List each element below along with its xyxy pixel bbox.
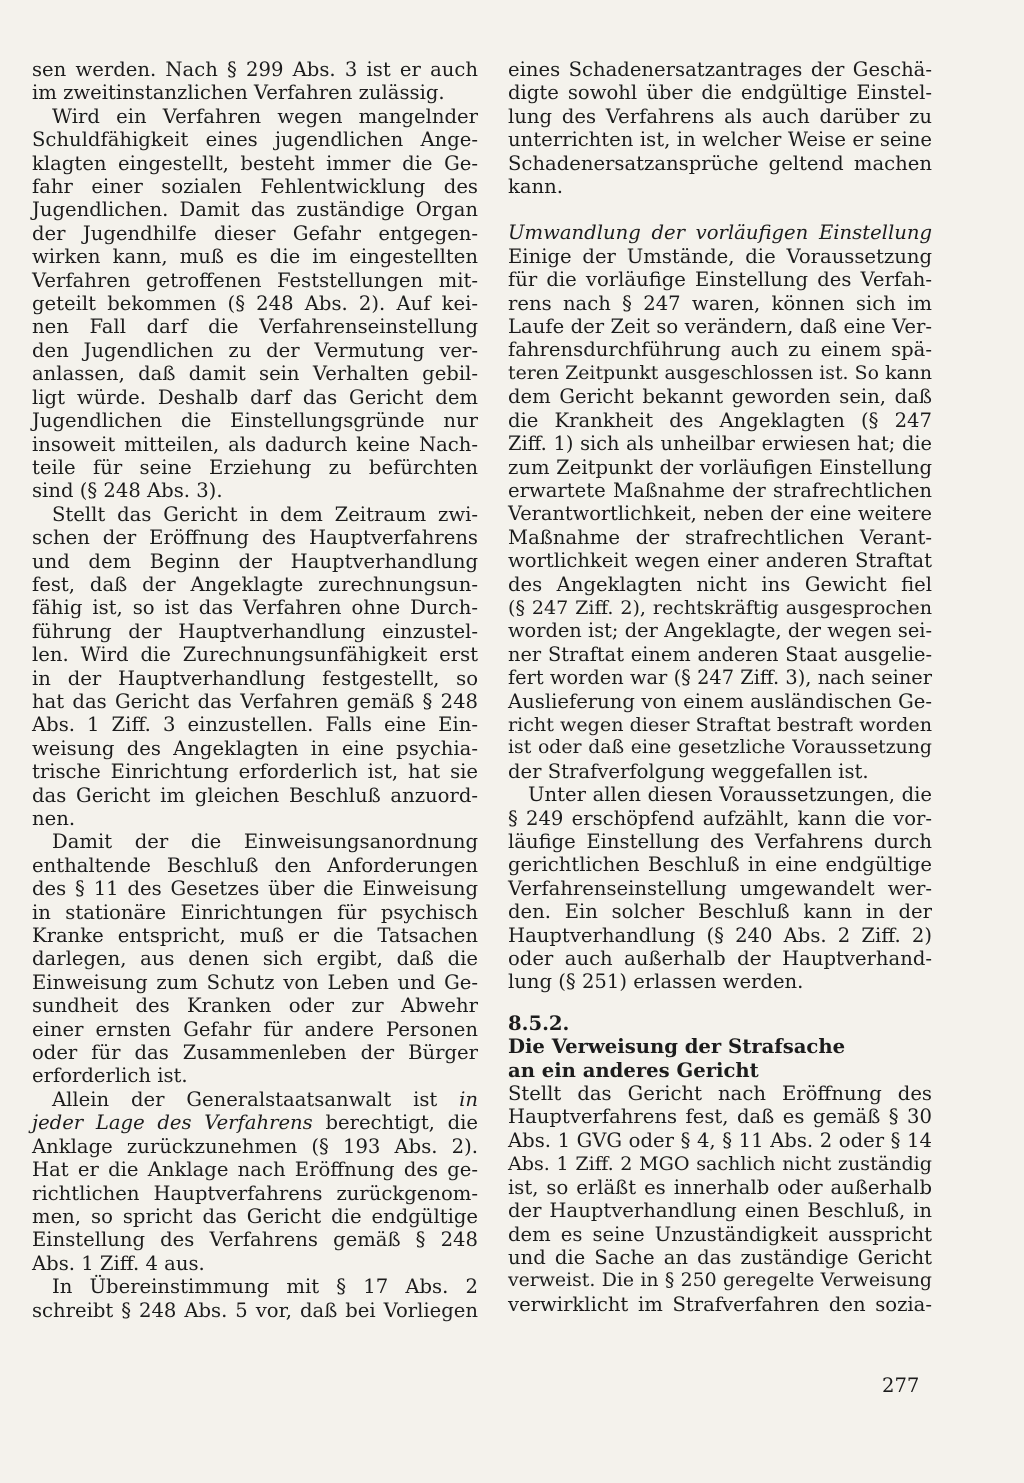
text-line: den. Ein solcher Beschluß kann in der <box>508 900 932 924</box>
text-line: Einstellung des Verfahrens gemäß § 248 <box>32 1228 478 1252</box>
text-line: Abs. 1 Ziff. 4 aus. <box>32 1251 205 1275</box>
text-line: in stationäre Einrichtungen für psychisch <box>32 900 478 924</box>
text-line: fähig ist, so ist das Verfahren ohne Durch- <box>32 596 478 620</box>
text-line: richtlichen Hauptverfahrens zurückgenom- <box>32 1181 478 1205</box>
section-subheading: Umwandlung der vorläufigen Einstellung <box>508 221 932 245</box>
text-line: der Jugendhilfe dieser Gefahr entgegen- <box>32 221 478 245</box>
italic-text: jeder Lage des Verfahrens <box>32 1111 313 1135</box>
text-line: (§ 247 Ziff. 2), rechtskräftig ausgesprochen <box>508 595 932 619</box>
text-line: ist oder daß eine gesetzliche Voraussetzung <box>508 737 932 759</box>
text-line: Verfahren getroffenen Feststellungen mit- <box>32 268 478 292</box>
text-line: ligt würde. Deshalb darf das Gericht dem <box>32 385 478 409</box>
text-line: fahrensdurchführung auch zu einem spä- <box>508 338 932 362</box>
text-line: sen werden. Nach § 299 Abs. 3 ist er auch <box>32 58 478 81</box>
text-line: geteilt bekommen (§ 248 Abs. 2). Auf kei- <box>32 292 478 316</box>
text-line: Schuldfähigkeit eines jugendlichen Ange- <box>32 128 478 152</box>
text-line: enthaltende Beschluß den Anforderungen <box>32 853 478 877</box>
text-line: hat das Gericht das Verfahren gemäß § 248 <box>32 689 478 713</box>
text-line: len. Wird die Zurechnungsunfähigkeit erst <box>32 643 478 667</box>
text-line: das Gericht im gleichen Beschluß anzuord- <box>32 783 478 807</box>
text-line: wortlichkeit wegen einer anderen Straftat <box>508 549 932 573</box>
text-line: fest, daß der Angeklagte zurechnungsun- <box>32 572 478 596</box>
text-line: Einige der Umstände, die Voraussetzung <box>508 244 932 268</box>
right-column <box>508 58 932 1316</box>
text-line: fert worden war (§ 247 Ziff. 3), nach seiner <box>508 666 932 690</box>
text-line: men, so spricht das Gericht die endgültige <box>32 1204 478 1228</box>
text-line: klagten eingestellt, besteht immer die Ge- <box>32 151 478 175</box>
text-line: erforderlich ist. <box>32 1064 188 1088</box>
text-line: Jugendlichen. Damit das zuständige Organ <box>32 198 478 222</box>
text-line: des § 11 des Gesetzes über die Einweisung <box>32 877 478 901</box>
text-line: oder auch außerhalb der Hauptverhand- <box>508 947 932 971</box>
text-line: den Jugendlichen zu der Vermutung ver- <box>32 338 478 362</box>
text-line: gerichtlichen Beschluß in eine endgültige <box>508 853 932 877</box>
text-line: Verantwortlichkeit, neben der eine weitere <box>508 502 932 526</box>
text-line: Wird ein Verfahren wegen mangelnder <box>52 104 478 128</box>
text-line: sundheit des Kranken oder zur Abwehr <box>32 994 478 1018</box>
text-line: sind (§ 248 Abs. 3). <box>32 479 223 503</box>
text-line: Hauptverhandlung (§ 240 Abs. 2 Ziff. 2) <box>508 923 932 947</box>
text-line: und die Sache an das zuständige Gericht <box>508 1245 932 1269</box>
text-segment: Allein der Generalstaatsanwalt ist <box>52 1087 438 1111</box>
italic-text: in <box>459 1087 478 1111</box>
text-line: verwirklicht im Strafverfahren den sozia- <box>508 1292 932 1316</box>
text-line: führung der Hauptverhandlung einzustel- <box>32 619 478 643</box>
text-line: fahr einer sozialen Fehlentwicklung des <box>32 175 478 199</box>
text-line: schreibt § 248 Abs. 5 vor, daß bei Vorliegen <box>32 1298 478 1322</box>
text-segment: berechtigt, die <box>325 1111 478 1135</box>
text-line: darlegen, aus denen sich ergibt, daß die <box>32 947 478 971</box>
text-line: kann. <box>508 175 564 199</box>
text-line: dem Gericht bekannt geworden sein, daß <box>508 385 932 409</box>
text-line: oder für das Zusammenleben der Bürger <box>32 1041 478 1065</box>
text-line: ist, so erläßt es innerhalb oder außerhalb <box>508 1175 932 1199</box>
text-line: die Krankheit des Angeklagten (§ 247 <box>508 408 932 432</box>
text-line: Abs. 1 Ziff. 3 einzustellen. Falls eine Ein- <box>32 713 478 737</box>
page-number: 277 <box>882 1374 920 1397</box>
text-line: Kranke entspricht, muß er die Tatsachen <box>32 924 478 948</box>
text-line <box>32 1088 478 1111</box>
text-line: anlassen, daß damit sein Verhalten gebil- <box>32 362 478 386</box>
text-line: zum Zeitpunkt der vorläufigen Einstellung <box>508 455 932 479</box>
text-line: lung (§ 251) erlassen werden. <box>508 970 804 994</box>
section-heading: Die Verweisung der Strafsache <box>508 1035 846 1059</box>
text-line: des Angeklagten nicht ins Gewicht fiel <box>508 572 932 596</box>
text-line: Stellt das Gericht in dem Zeitraum zwi- <box>52 502 478 526</box>
text-line: Einweisung zum Schutz von Leben und Ge- <box>32 970 478 994</box>
text-line: einer ernsten Gefahr für andere Personen <box>32 1017 478 1041</box>
text-line: Hat er die Anklage nach Eröffnung des ge- <box>32 1158 478 1182</box>
text-line: rens nach § 247 waren, können sich im <box>508 291 932 315</box>
text-line: In Übereinstimmung mit § 17 Abs. 2 <box>52 1275 478 1299</box>
text-line: Auslieferung von einem ausländischen Ge- <box>508 689 932 713</box>
section-number: 8.5.2. <box>508 1011 570 1035</box>
spacer <box>508 994 932 1012</box>
text-line: lung des Verfahrens als auch darüber zu <box>508 104 932 128</box>
text-line: Hauptverfahrens fest, daß es gemäß § 30 <box>508 1105 932 1129</box>
text-line: wirken kann, muß es die im eingestellten <box>32 245 478 269</box>
text-line: Verfahrenseinstellung umgewandelt wer- <box>508 876 932 900</box>
text-line: Schadenersatzansprüche geltend machen <box>508 151 932 175</box>
text-line: schen der Eröffnung des Hauptverfahrens <box>32 526 478 550</box>
text-line: Abs. 1 Ziff. 2 MGO sachlich nicht zuständig <box>508 1152 932 1176</box>
text-line: Jugendlichen die Einstellungsgründe nur <box>32 409 478 433</box>
text-line: Ziff. 1) sich als unheilbar erwiesen hat; die <box>508 432 932 456</box>
text-line: teren Zeitpunkt ausgeschlossen ist. So kann <box>508 362 932 384</box>
text-line: unterrichten ist, in welcher Weise er seine <box>508 128 932 152</box>
text-line: verweist. Die in § 250 geregelte Verweisung <box>508 1270 932 1292</box>
text-line: § 249 erschöpfend aufzählt, kann die vor- <box>508 806 932 830</box>
left-column <box>32 58 478 1322</box>
text-line: teile für seine Erziehung zu befürchten <box>32 455 478 479</box>
text-line: für die vorläufige Einstellung des Verfah- <box>508 268 932 292</box>
text-line: dem es seine Unzuständigkeit ausspricht <box>508 1222 932 1246</box>
text-line: insoweit mitteilen, als dadurch keine Nach- <box>32 432 478 456</box>
text-line: Damit der die Einweisungsanordnung <box>52 830 478 854</box>
text-line: eines Schadenersatzantrages der Geschä- <box>508 58 932 81</box>
text-line: läufige Einstellung des Verfahrens durch <box>508 830 932 853</box>
text-line: im zweitinstanzlichen Verfahren zulässig. <box>32 81 445 105</box>
text-line: Unter allen diesen Voraussetzungen, die <box>528 783 932 807</box>
text-line: und dem Beginn der Hauptverhandlung <box>32 549 478 573</box>
text-line: weisung des Angeklagten in eine psychia- <box>32 736 478 760</box>
text-line: Stellt das Gericht nach Eröffnung des <box>508 1082 932 1106</box>
text-line: der Hauptverhandlung einen Beschluß, in <box>508 1199 932 1223</box>
text-line: Abs. 1 GVG oder § 4, § 11 Abs. 2 oder § 14 <box>508 1128 932 1152</box>
text-line: Anklage zurückzunehmen (§ 193 Abs. 2). <box>32 1134 478 1158</box>
section-heading: an ein anderes Gericht <box>508 1058 759 1082</box>
text-line: Laufe der Zeit so verändern, daß eine Ver- <box>508 315 932 339</box>
text-line: nen. <box>32 807 76 830</box>
text-line: der Strafverfolgung weggefallen ist. <box>508 759 869 783</box>
spacer <box>508 198 932 221</box>
text-line: erwartete Maßnahme der strafrechtlichen <box>508 478 932 502</box>
text-line: trische Einrichtung erforderlich ist, hat sie <box>32 760 478 784</box>
text-line <box>32 1111 478 1134</box>
text-line: richt wegen dieser Straftat bestraft worden <box>508 712 932 736</box>
text-line: ner Straftat einem anderen Staat ausgelie- <box>508 642 932 666</box>
text-line: in der Hauptverhandlung festgestellt, so <box>32 666 478 690</box>
text-line: worden ist; der Angeklagte, der wegen sei- <box>508 619 932 643</box>
text-line: digte sowohl über die endgültige Einstel- <box>508 81 932 105</box>
text-line: Maßnahme der strafrechtlichen Verant- <box>508 525 932 549</box>
text-line: nen Fall darf die Verfahrenseinstellung <box>32 315 478 339</box>
